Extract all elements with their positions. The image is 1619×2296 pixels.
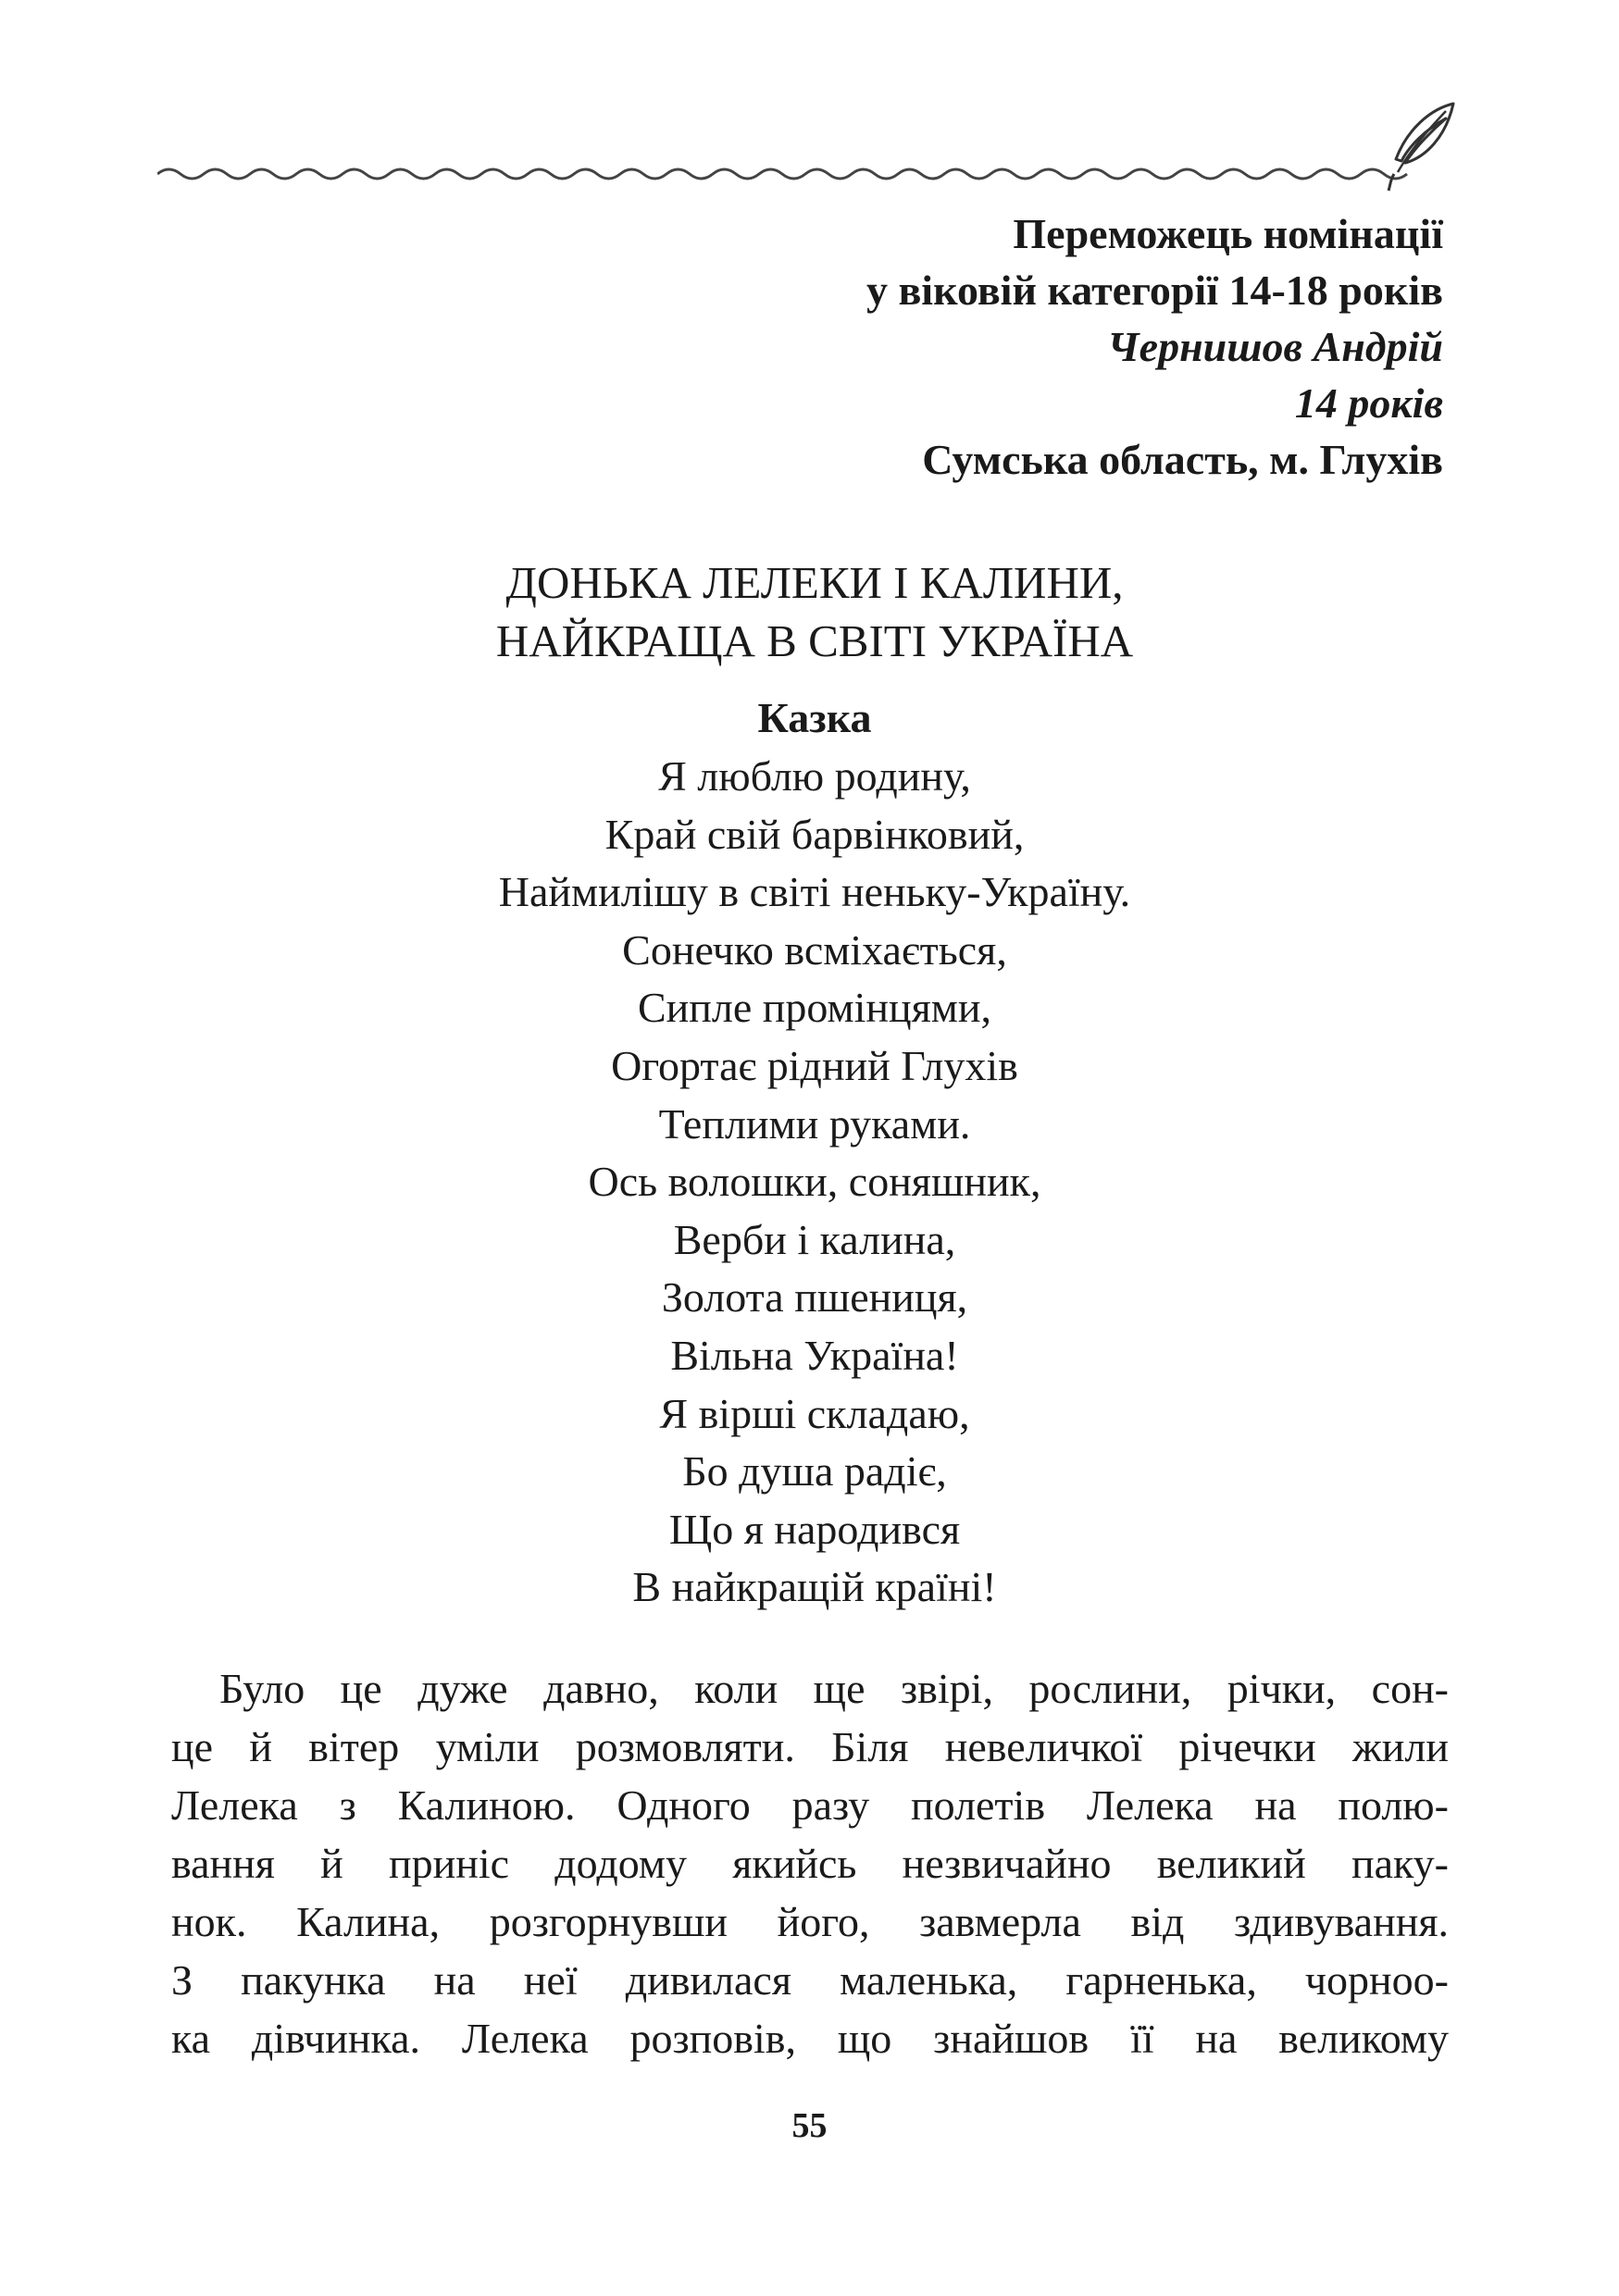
genre-label: Казка	[757, 694, 872, 741]
title-line: ДОНЬКА ЛЕЛЕКИ І КАЛИНИ,	[505, 557, 1124, 608]
poem-line: Сонечко всміхається,	[622, 925, 1007, 974]
poem-line: Бо душа радіє,	[682, 1447, 947, 1496]
paragraph-line: ка дівчинка. Лелека розповів, що знайшов її на великому	[171, 2015, 1449, 2062]
wavy-line-ornament	[157, 169, 1407, 179]
poem-line: Наймилішу в світі неньку-Україну.	[498, 868, 1131, 916]
author-location: Сумська область, м. Глухів	[922, 436, 1443, 483]
poem	[370, 748, 1259, 1617]
paragraph-line: це й вітер уміли розмовляти. Біля невеличкої річечки жили	[171, 1723, 1449, 1770]
header-ornament	[157, 93, 1472, 194]
poem-line: Теплими руками.	[658, 1099, 971, 1148]
poem-line: Ось волошки, соняшник,	[588, 1158, 1041, 1206]
poem-line: Вільна Україна!	[670, 1331, 959, 1379]
poem-line: Я вірші складаю,	[659, 1389, 970, 1437]
poem-line: Золота пшениця,	[661, 1273, 968, 1322]
poem-line: Я люблю родину,	[658, 752, 971, 800]
poem-line: В найкращій країні!	[632, 1563, 997, 1611]
poem-line: Край свій барвінковий,	[604, 810, 1025, 858]
story-title	[398, 553, 1231, 670]
poem-line: Що я народився	[668, 1505, 961, 1553]
paragraph-line: вання й приніс додому якийсь незвичайно великий паку-	[171, 1840, 1449, 1887]
author-age: 14 років	[1294, 379, 1443, 427]
page-number: 55	[791, 2106, 828, 2145]
age-category: у віковій категорії 14-18 років	[866, 267, 1443, 314]
author-name: Чернишов Андрій	[1107, 323, 1443, 370]
paragraph-line: нок. Калина, розгорнувши його, завмерла від здивування.	[171, 1898, 1449, 1945]
paragraph-line: Було це дуже давно, коли ще звірі, рослини, річки, сон-	[219, 1665, 1449, 1712]
poem-line: Сипле промінцями,	[637, 984, 992, 1032]
poem-line: Верби і калина,	[673, 1215, 956, 1263]
title-line: НАЙКРАЩА В СВІТІ УКРАЇНА	[495, 615, 1134, 666]
paragraph-line: З пакунка на неї дивилася маленька, гарненька, чорноо-	[171, 1956, 1449, 2004]
attribution-block	[425, 205, 1443, 488]
story-paragraph	[171, 1659, 1449, 2067]
poem-line: Огортає рідний Глухів	[611, 1041, 1018, 1089]
paragraph-line: Лелека з Калиною. Одного разу полетів Лелека на полю-	[171, 1781, 1449, 1829]
nomination-title: Переможець номінації	[1013, 210, 1443, 257]
